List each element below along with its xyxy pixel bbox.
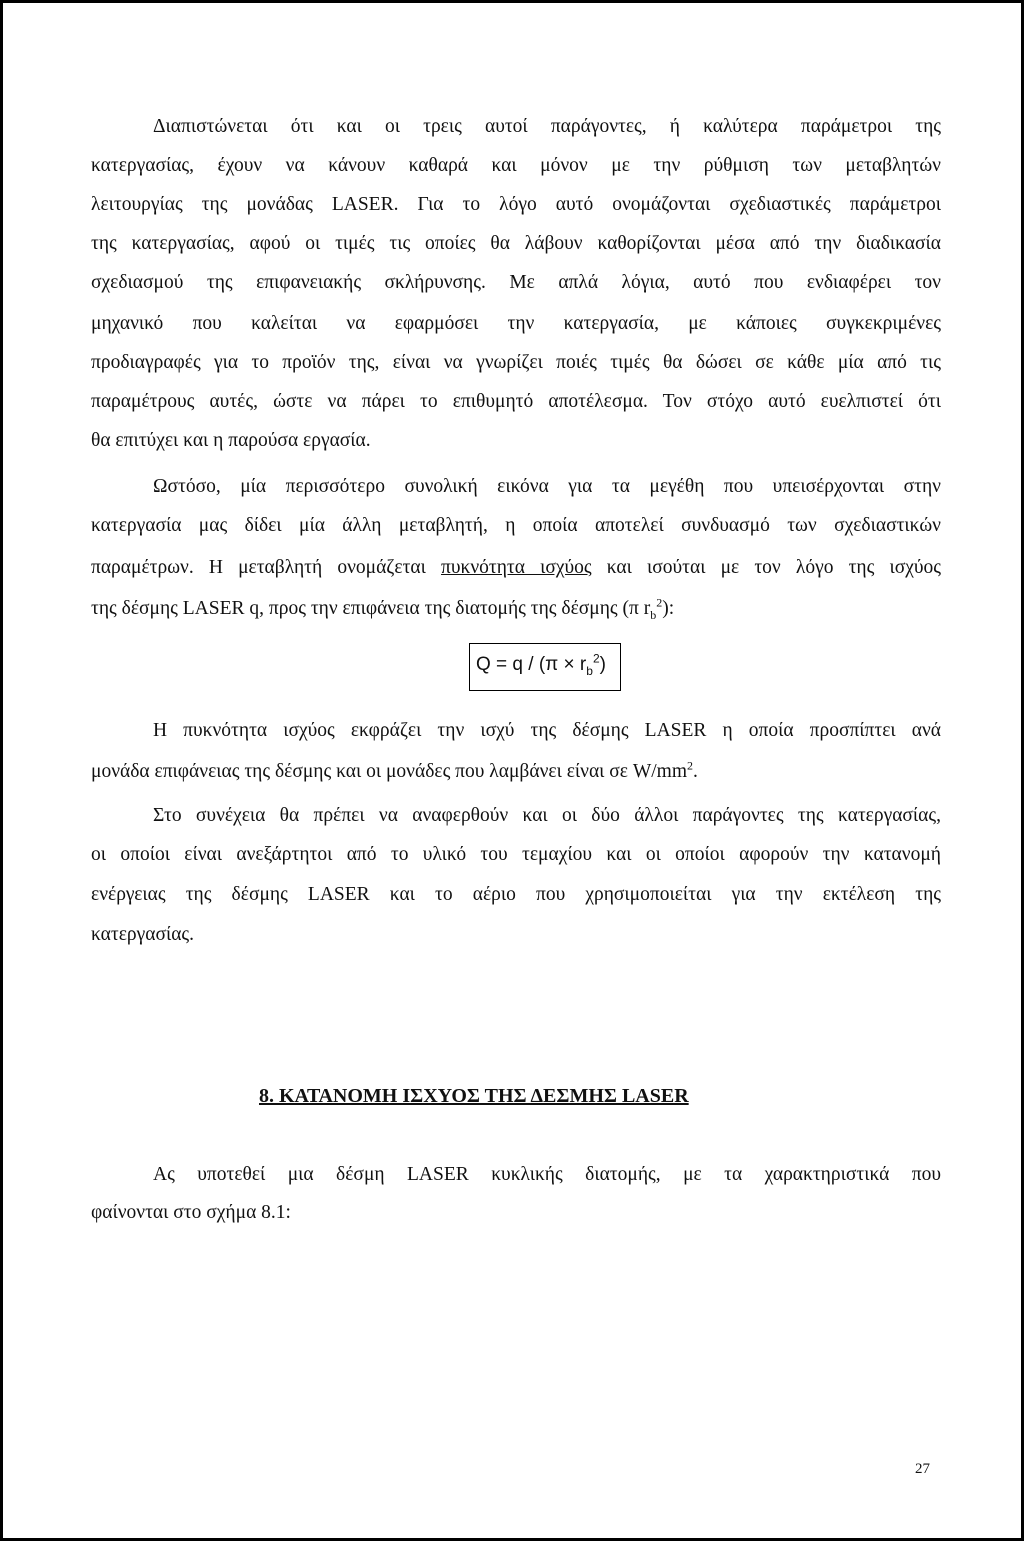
paragraph-5-line-1: Ας υποτεθεί μια δέσμη LASER κυκλικής διατομής, με τα χαρακτηριστικά που: [153, 1164, 941, 1185]
paragraph-1-line-2: κατεργασίας, έχουν να κάνουν καθαρά και μόνον με την ρύθμιση των μεταβλητών: [91, 155, 941, 176]
radius-superscript: 2: [656, 595, 663, 610]
paragraph-1-line-1: Διαπιστώνεται ότι και οι τρεις αυτοί παράγοντες, ή καλύτερα παράμετροι της: [153, 116, 941, 137]
paragraph-1-line-3: λειτουργίας της μονάδας LASER. Για το λόγο αυτό ονομάζονται σχεδιαστικές παράμετροι: [91, 194, 941, 215]
paragraph-2-line-4: [91, 597, 941, 621]
power-density-term: πυκνότητα ισχύος: [441, 557, 592, 578]
paragraph-3-line-2: [91, 760, 941, 784]
units-superscript: 2: [687, 758, 694, 773]
paragraph-2-line-4-start: της δέσμης LASER q, προς την επιφάνεια της διατομής της δέσμης (π r: [91, 598, 651, 619]
paragraph-3-line-1: Η πυκνότητα ισχύος εκφράζει την ισχύ της δέσμης LASER η οποία προσπίπτει ανά: [153, 720, 941, 741]
paragraph-1-line-7: προδιαγραφές για το προϊόν της, είναι να γνωρίζει ποιές τιμές θα δώσει σε κάθε μία από τις: [91, 352, 941, 373]
page-number: 27: [915, 1461, 930, 1477]
paragraph-2-line-1: Ωστόσο, μία περισσότερο συνολική εικόνα για τα μεγέθη που υπεισέρχονται στην: [153, 476, 941, 497]
paragraph-2-line-3-start: παραμέτρων. Η μεταβλητή ονομάζεται: [91, 557, 441, 578]
formula-close: ): [599, 654, 606, 675]
formula-superscript: 2: [592, 651, 600, 666]
power-density-formula: [469, 643, 621, 691]
paragraph-1-line-8: παραμέτρους αυτές, ώστε να πάρει το επιθυμητό αποτέλεσμα. Τον στόχο αυτό ευελπιστεί ότι: [91, 391, 941, 412]
paragraph-5-line-2: φαίνονται στο σχήμα 8.1:: [91, 1202, 291, 1223]
section-heading: 8. ΚΑΤΑΝΟΜΗ ΙΣΧΥΟΣ ΤΗΣ ΔΕΣΜΗΣ LASER: [259, 1085, 689, 1107]
paragraph-3-line-2-text: μονάδα επιφάνειας της δέσμης και οι μονάδες που λαμβάνει είναι σε W/mm: [91, 761, 688, 782]
paragraph-4-line-2: οι οποίοι είναι ανεξάρτητοι από το υλικό του τεμαχίου και οι οποίοι αφορούν την κατανομή: [91, 844, 941, 865]
paragraph-1-line-5: σχεδιασμού της επιφανειακής σκλήρυνσης. Με απλά λόγια, αυτό που ενδιαφέρει τον: [91, 272, 941, 293]
paragraph-1-line-4: της κατεργασίας, αφού οι τιμές τις οποίες θα λάβουν καθορίζονται μέσα από την διαδικασία: [91, 233, 941, 254]
formula-subscript: b: [586, 663, 593, 678]
radius-subscript: b: [650, 607, 657, 622]
paragraph-2-line-3-end: και ισούται με τον λόγο της ισχύος: [591, 557, 941, 578]
paragraph-4-line-4: κατεργασίας.: [91, 924, 195, 945]
paragraph-2-line-4-end: ):: [662, 598, 675, 619]
paragraph-4-line-3: ενέργειας της δέσμης LASER και το αέριο που χρησιμοποιείται για την εκτέλεση της: [91, 884, 941, 905]
paragraph-2-line-2: κατεργασία μας δίδει μία άλλη μεταβλητή, η οποία αποτελεί συνδυασμό των σχεδιαστικών: [91, 515, 941, 536]
paragraph-1-line-6: μηχανικό που καλείται να εφαρμόσει την κατεργασία, με κάποιες συγκεκριμένες: [91, 313, 941, 334]
formula-main: Q = q / (π × r: [476, 654, 587, 675]
paragraph-4-line-1: Στο συνέχεια θα πρέπει να αναφερθούν και οι δύο άλλοι παράγοντες της κατεργασίας,: [153, 805, 941, 826]
paragraph-1-line-9: θα επιτύχει και η παρούσα εργασία.: [91, 430, 371, 451]
paragraph-3-line-2-end: .: [693, 761, 698, 782]
paragraph-2-line-3: [91, 556, 941, 580]
